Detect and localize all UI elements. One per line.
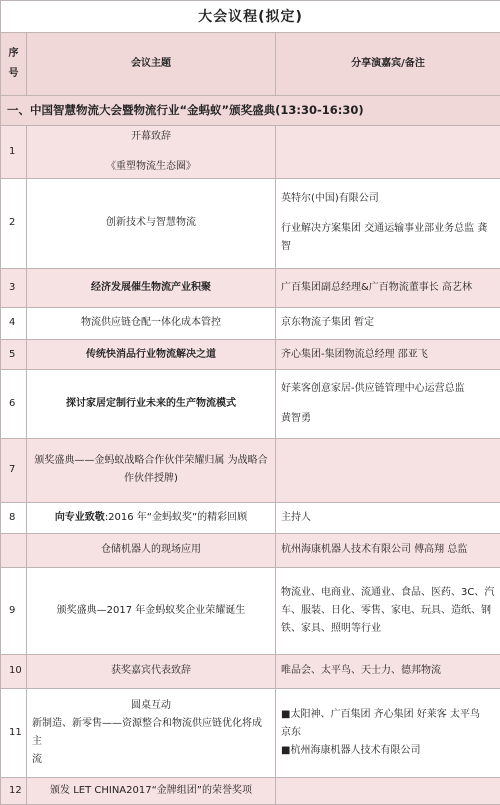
row-topic: 创新技术与智慧物流 (27, 178, 276, 269)
row-notes (276, 777, 500, 804)
row-num: 1 (1, 126, 27, 178)
table-row (1, 503, 500, 533)
table-row (1, 269, 500, 307)
table-row (1, 126, 500, 178)
row-notes (276, 438, 500, 503)
table-row (1, 688, 500, 777)
row-notes: 京东物流子集团 暂定 (276, 307, 500, 339)
row-topic: 探讨家居定制行业未来的生产物流模式 (27, 370, 276, 439)
row-notes: ■太阳神、广百集团 齐心集团 好莱客 太平鸟 京东 ■杭州海康机器人技术有限公司 (276, 688, 500, 777)
row-notes: 齐心集团-集团物流总经理 邵亚飞 (276, 339, 500, 369)
table-row (1, 777, 500, 804)
section-title: 一、中国智慧物流大会暨物流行业“金蚂蚁”颁奖盛典(13:30-16:30) (1, 95, 500, 125)
table-row (1, 370, 500, 439)
table-row (1, 339, 500, 369)
row-notes: 唯品会、太平鸟、天士力、德邦物流 (276, 654, 500, 688)
table-row (1, 178, 500, 269)
header-speaker: 分享演嘉宾/备注 (276, 33, 500, 96)
row-topic: 物流供应链仓配一体化成本管控 (27, 307, 276, 339)
row-num: 11 (1, 688, 27, 777)
row-num: 10 (1, 654, 27, 688)
row-num: 12 (1, 777, 27, 804)
row-notes (276, 126, 500, 178)
row-topic: 传统快消品行业物流解决之道 (27, 339, 276, 369)
row-topic: 颁发 LET CHINA2017“金牌组团”的荣誉奖项 (27, 777, 276, 804)
row-notes: 好莱客创意家居-供应链管理中心运营总监 黄智勇 (276, 370, 500, 439)
row-topic: 经济发展催生物流产业积聚 (27, 269, 276, 307)
row-notes: 广百集团副总经理&广百物流董事长 高艺林 (276, 269, 500, 307)
table-row (1, 567, 500, 654)
row-topic: 向专业致敬:2016 年“金蚂蚁奖”的精彩回顾 (27, 503, 276, 533)
row-num: 8 (1, 503, 27, 533)
page-title: 大会议程(拟定) (1, 1, 500, 33)
header-topic: 会议主题 (27, 33, 276, 96)
row-num: 3 (1, 269, 27, 307)
row-notes: 主持人 (276, 503, 500, 533)
table-row (1, 438, 500, 503)
table-row (1, 307, 500, 339)
row-topic: 圆桌互动 新制造、新零售——资源整合和物流供应链优化将成主 流 (27, 688, 276, 777)
row-num: 2 (1, 178, 27, 269)
row-notes: 英特尔(中国)有限公司 行业解决方案集团 交通运输事业部业务总监 龚 智 (276, 178, 500, 269)
row-topic: 获奖嘉宾代表致辞 (27, 654, 276, 688)
row-notes: 物流业、电商业、流通业、食品、医药、3C、汽 车、服装、日化、零售、家电、玩具、造纸、钢 铁、家具、照明等行业 (276, 567, 500, 654)
row-topic: 颁奖盛典——金蚂蚁战略合作伙伴荣耀归属 为战略合 作伙伴授牌) (27, 438, 276, 503)
row-topic: 开幕致辞 《重塑物流生态圈》 (27, 126, 276, 178)
row-num: 9 (1, 567, 27, 654)
row-num: 6 (1, 370, 27, 439)
row-notes: 杭州海康机器人技术有限公司 傅高翔 总监 (276, 533, 500, 567)
row-num (1, 533, 27, 567)
table-row (1, 533, 500, 567)
table-row (1, 654, 500, 688)
row-num: 5 (1, 339, 27, 369)
row-num: 4 (1, 307, 27, 339)
row-topic: 仓储机器人的现场应用 (27, 533, 276, 567)
header-num: 序 号 (1, 33, 27, 96)
row-num: 7 (1, 438, 27, 503)
row-topic: 颁奖盛典—2017 年金蚂蚁奖企业荣耀诞生 (27, 567, 276, 654)
